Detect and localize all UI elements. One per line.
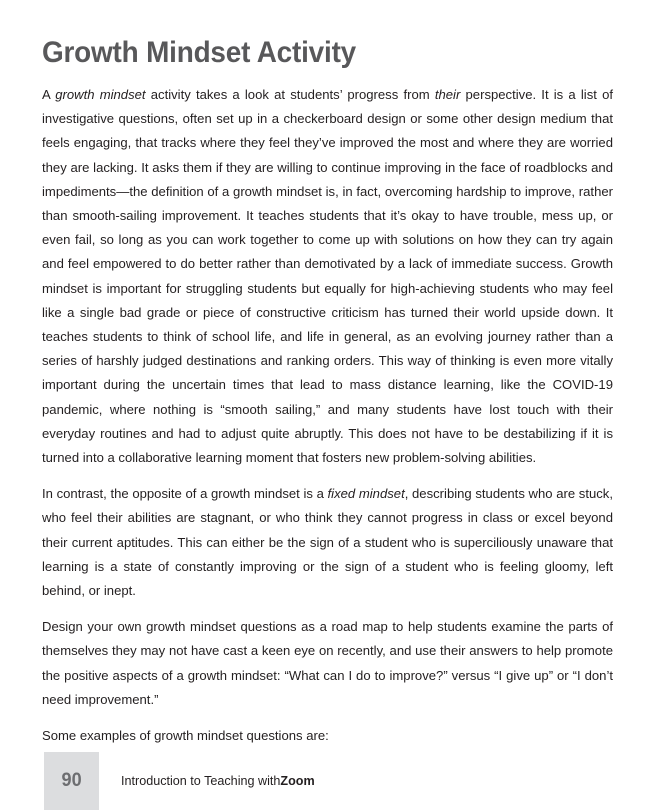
running-head-prefix: Introduction to Teaching with (121, 774, 281, 788)
body-text: Some examples of growth mindset questions are: (42, 728, 329, 744)
page-content (42, 0, 613, 748)
paragraph-fixed-mindset (42, 470, 613, 603)
body-text: , describing students who are stuck, who feel their abilities are stagnant, or who think they cannot progress in class or excel beyond their current aptitudes. This can either be the sign of a student who is superciliously unaware that learning is a state of constantly improving or the sign of a student who is feeling gloomy, left behind, or inept. (42, 486, 613, 599)
page-title: Growth Mindset Activity (42, 36, 357, 69)
paragraph-design-questions (42, 603, 613, 712)
body-text: A (42, 87, 56, 102)
page-number-box (44, 752, 99, 810)
running-head-brand: Zoom (280, 774, 315, 788)
emphasis-text: fixed mindset (327, 486, 405, 502)
paragraph-examples-lead-in (42, 712, 613, 748)
emphasis-text: growth mindset (55, 87, 146, 102)
paragraph-intro (42, 70, 613, 470)
running-head (121, 752, 315, 810)
emphasis-text: their (434, 87, 461, 102)
body-text: Design your own growth mindset questions as a road map to help students examine the parts of themselves they may not have cast a keen eye on recently, and use their answers to help promote the positive aspects of a growth mindset: “What can I do to improve?” versus “I give up” or “I don’t need improvement.” (42, 619, 613, 707)
body-text: perspective. It is a list of investigative questions, often set up in a checkerboard design or some other design medium that feels engaging, that tracks where they feel they’ve improved the most and where they are worried they are lacking. It asks them if they are willing to continue improving in the face of roadblocks and impediments—the definition of a growth mindset is, in fact, overcoming hardship to improve, rather than smooth-sailing improvement. It teaches students that it’s okay to have trouble, mess up, or even fail, so long as you can work together to come up with solutions on how they can try again and feel empowered to do better rather than demotivated by a lack of immediate success. Growth mindset is important for struggling students but equally for high-achieving students who may feel like a single bad grade or piece of constructive criticism has turned their world upside down. It teaches students to think of school life, and life in general, as an evolving journey rather than a series of harshly judged destinations and ranking orders. This way of thinking is even more vitally important during the uncertain times that lead to mass distance learning, like the COVID-19 pandemic, where nothing is “smooth sailing,” and many students have lost touch with their everyday routines and had to adjust quite abruptly. This does not have to be destabilizing if it is turned into a collaborative learning moment that fosters new problem-solving abilities. (42, 87, 613, 466)
page-footer (0, 752, 657, 810)
page-number: 90 (61, 770, 82, 791)
body-text: In contrast, the opposite of a growth mindset is a (42, 486, 328, 502)
body-text: activity takes a look at students’ progress from (145, 87, 435, 102)
